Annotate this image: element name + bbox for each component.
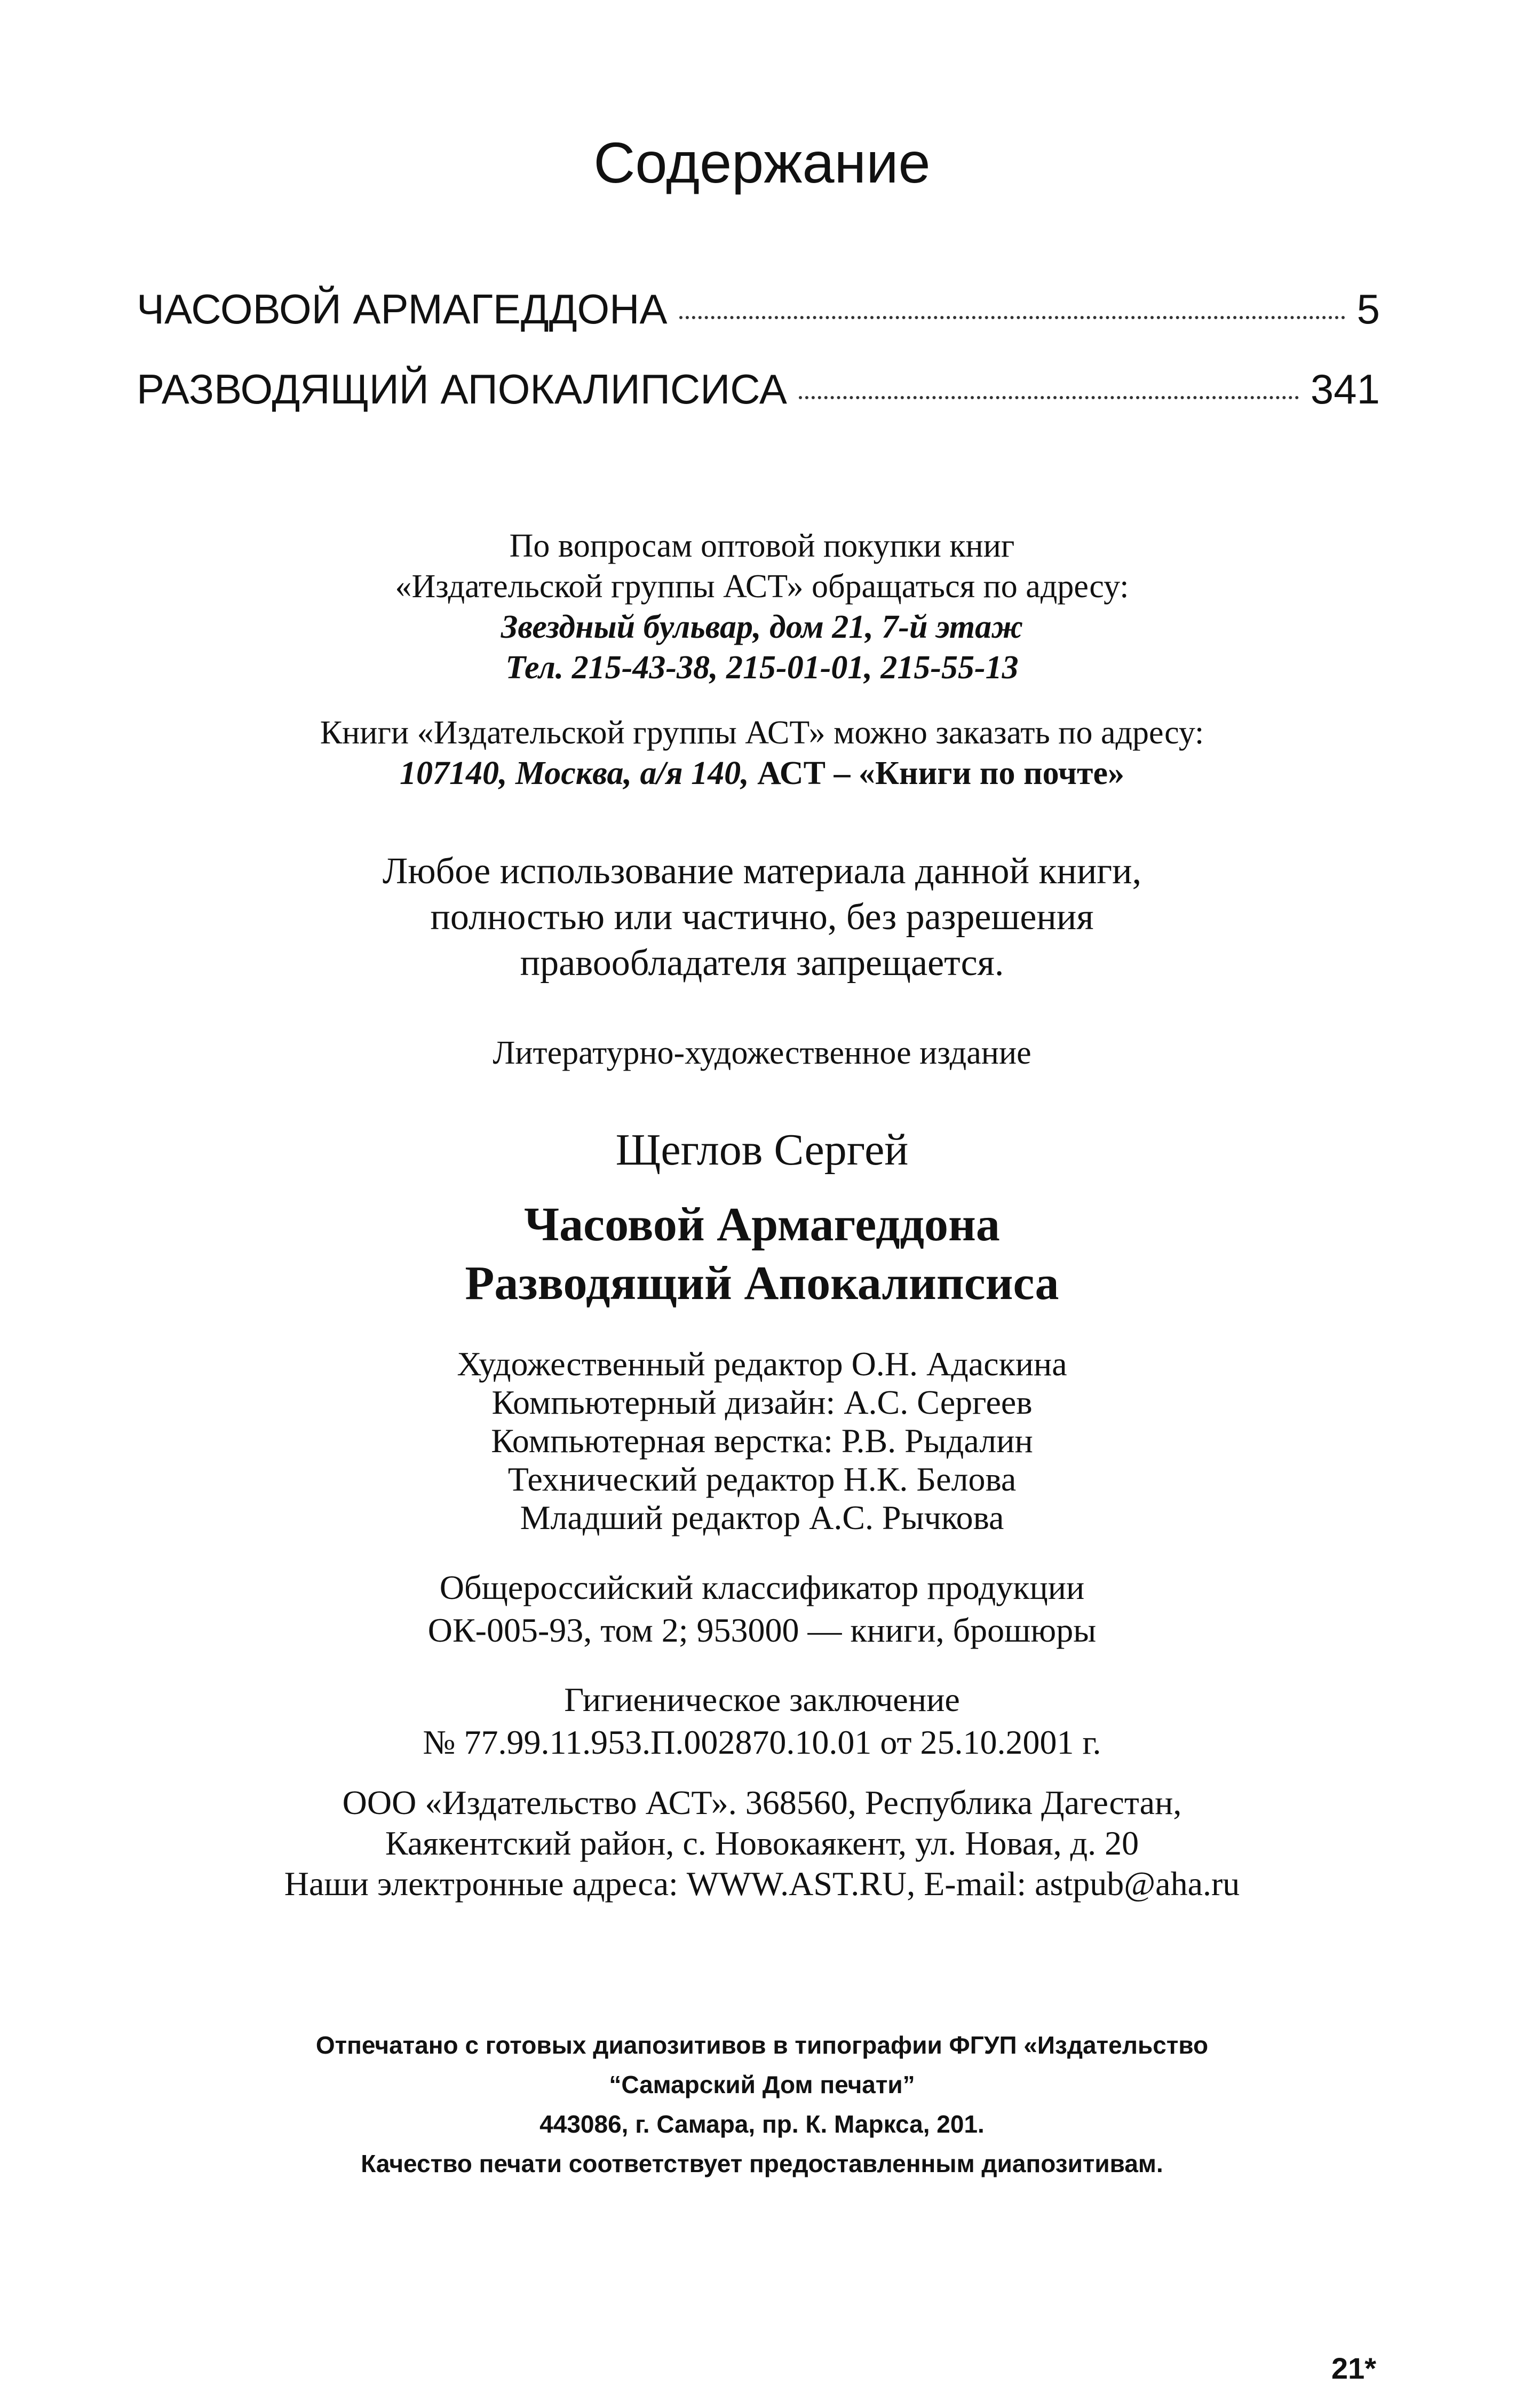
wholesale-contacts [0,526,1524,688]
copyright-line: Любое использование материала данной книги, [382,851,1142,892]
publisher-line: ООО «Издательство АСТ». 368560, Республика Дагестан, [342,1784,1182,1821]
signature-mark: 21* [1331,2351,1377,2385]
toc-entry-page: 341 [1310,366,1380,413]
orders-address-line [0,753,1524,794]
hygiene-certificate [0,1678,1524,1764]
toc-entry-page: 5 [1356,286,1380,332]
classifier-line: ОК-005-93, том 2; 953000 — книги, брошюры [427,1611,1097,1649]
editorial-staff [0,1345,1524,1537]
staff-line: Технический редактор Н.К. Белова [507,1460,1017,1498]
publisher-info [0,1783,1524,1904]
staff-line: Младший редактор А.С. Рычкова [520,1499,1004,1536]
contacts-phones: Тел. 215-43-38, 215-01-01, 215-55-13 [505,649,1019,686]
copyright-line: правообладателя запрещается. [520,942,1004,984]
printing-line: Отпечатано с готовых диапозитивов в типографии ФГУП «Издательство [315,2031,1209,2059]
orders-service: АСТ – «Книги по почте» [749,755,1124,791]
copyright-line: полностью или частично, без разрешения [430,897,1094,938]
toc-entry-title: ЧАСОВОЙ АРМАГЕДДОНА [137,286,668,332]
printing-line: 443086, г. Самара, пр. К. Маркса, 201. [539,2110,985,2138]
toc-entry-title: РАЗВОДЯЩИЙ АПОКАЛИПСИСА [137,366,787,413]
product-classifier [0,1566,1524,1652]
toc-entry[interactable] [137,366,1380,413]
staff-line: Компьютерный дизайн: А.С. Сергеев [491,1383,1033,1421]
copyright-notice [0,849,1524,986]
publisher-line: Наши электронные адреса: WWW.AST.RU, E-mail: astpub@aha.ru [284,1865,1240,1903]
author-name: Щеглов Сергей [615,1125,909,1175]
toc-leader-dots [679,316,1345,319]
book-title: Разводящий Апокалипсиса [465,1257,1059,1310]
mail-order-info [0,712,1524,794]
hygiene-line: № 77.99.11.953.П.002870.10.01 от 25.10.2001 г. [423,1723,1101,1761]
book-title: Часовой Армагеддона [524,1198,1000,1251]
printing-line: “Самарский Дом печати” [609,2071,915,2098]
contacts-address: Звездный бульвар, дом 21, 7-й этаж [501,609,1023,645]
contents-heading: Содержание [593,130,931,195]
staff-line: Художественный редактор О.Н. Адаскина [457,1345,1067,1383]
printing-info [0,2025,1524,2183]
genre-label: Литературно-художественное издание [493,1035,1031,1071]
book-titles [0,1195,1524,1313]
contacts-line: По вопросам оптовой покупки книг [509,528,1015,564]
staff-line: Компьютерная верстка: Р.В. Рыдалин [491,1422,1033,1460]
orders-address: 107140, Москва, а/я 140, [399,755,749,791]
orders-line: Книги «Издательской группы АСТ» можно заказать по адресу: [320,715,1204,751]
classifier-line: Общероссийский классификатор продукции [439,1569,1085,1606]
printing-line: Качество печати соответствует предоставленным диапозитивам. [361,2150,1163,2177]
publisher-line: Каякентский район, с. Новокаякент, ул. Новая, д. 20 [385,1824,1139,1862]
contacts-line: «Издательской группы АСТ» обращаться по адресу: [395,568,1129,605]
hygiene-line: Гигиеническое заключение [564,1681,960,1718]
toc-entry[interactable] [137,288,1380,330]
toc-leader-dots [799,396,1299,399]
